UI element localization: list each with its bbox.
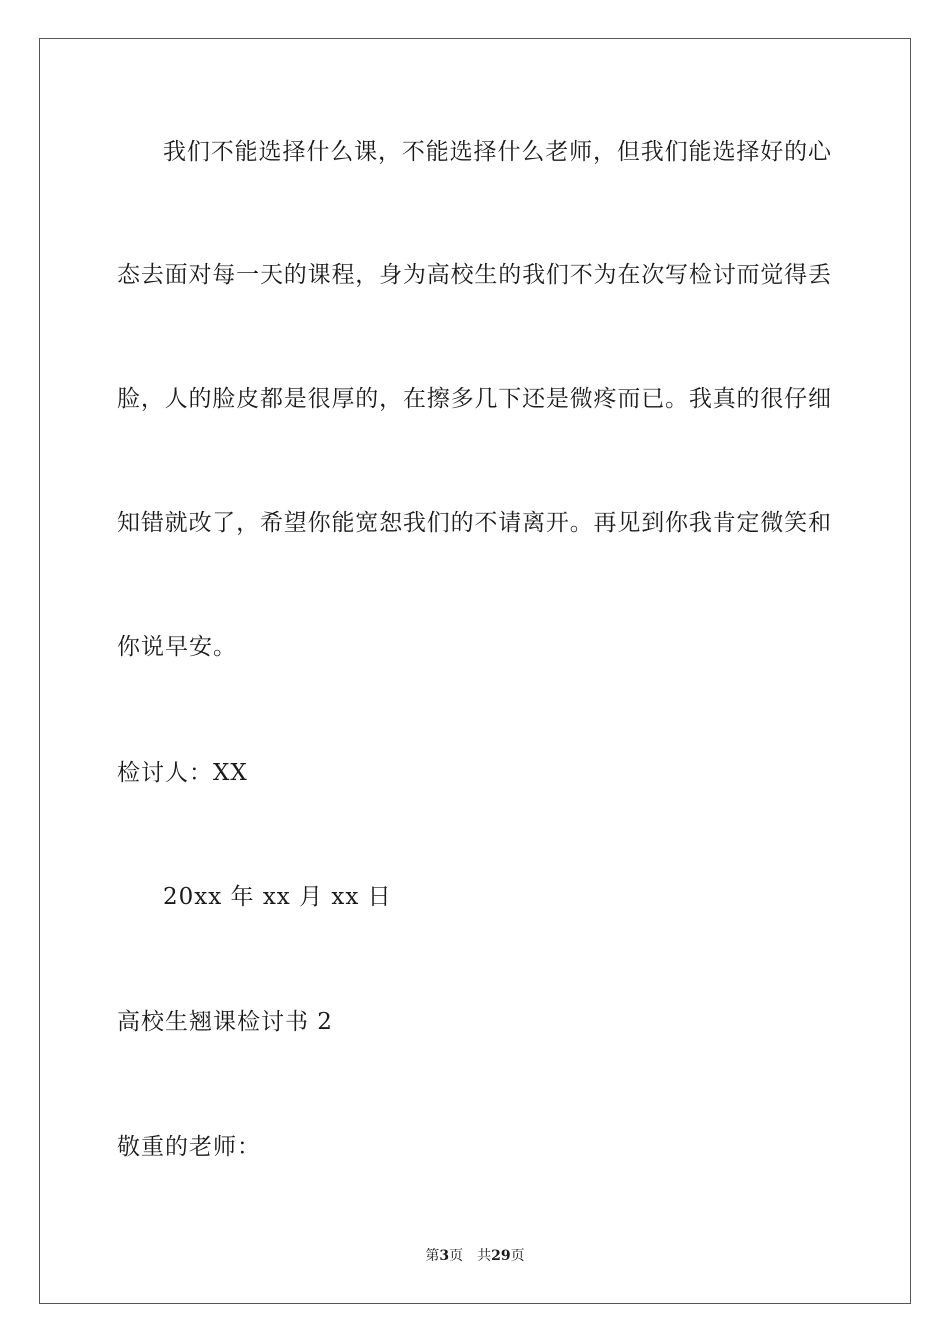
paragraph-line-4: 知错就改了，希望你能宽恕我们的不请离开。再见到你我肯定微笑和 xyxy=(117,510,831,536)
section-title: 高校生翘课检讨书 2 xyxy=(117,1009,333,1035)
paragraph-line-3: 脸，人的脸皮都是很厚的，在擦多几下还是微疼而已。我真的很仔细 xyxy=(117,386,831,412)
footer-page-prefix: 第 xyxy=(425,1248,440,1264)
page-footer xyxy=(0,1246,950,1266)
paragraph-line-5: 你说早安。 xyxy=(117,634,237,660)
signature: 检讨人：XX xyxy=(117,760,248,786)
salutation: 敬重的老师： xyxy=(117,1134,261,1160)
footer-total-suffix: 页 xyxy=(510,1248,525,1264)
footer-total-prefix: 共 xyxy=(477,1248,492,1264)
footer-page-suffix: 页 xyxy=(449,1248,464,1264)
page-frame xyxy=(39,38,911,1304)
paragraph-line-2: 态去面对每一天的课程，身为高校生的我们不为在次写检讨而觉得丢 xyxy=(117,262,831,288)
footer-page-number: 3 xyxy=(439,1248,450,1264)
date: 20xx 年 xx 月 xx 日 xyxy=(163,884,392,910)
paragraph-line-1: 我们不能选择什么课，不能选择什么老师，但我们能选择好的心 xyxy=(163,139,831,165)
footer-total-pages: 29 xyxy=(491,1248,511,1264)
